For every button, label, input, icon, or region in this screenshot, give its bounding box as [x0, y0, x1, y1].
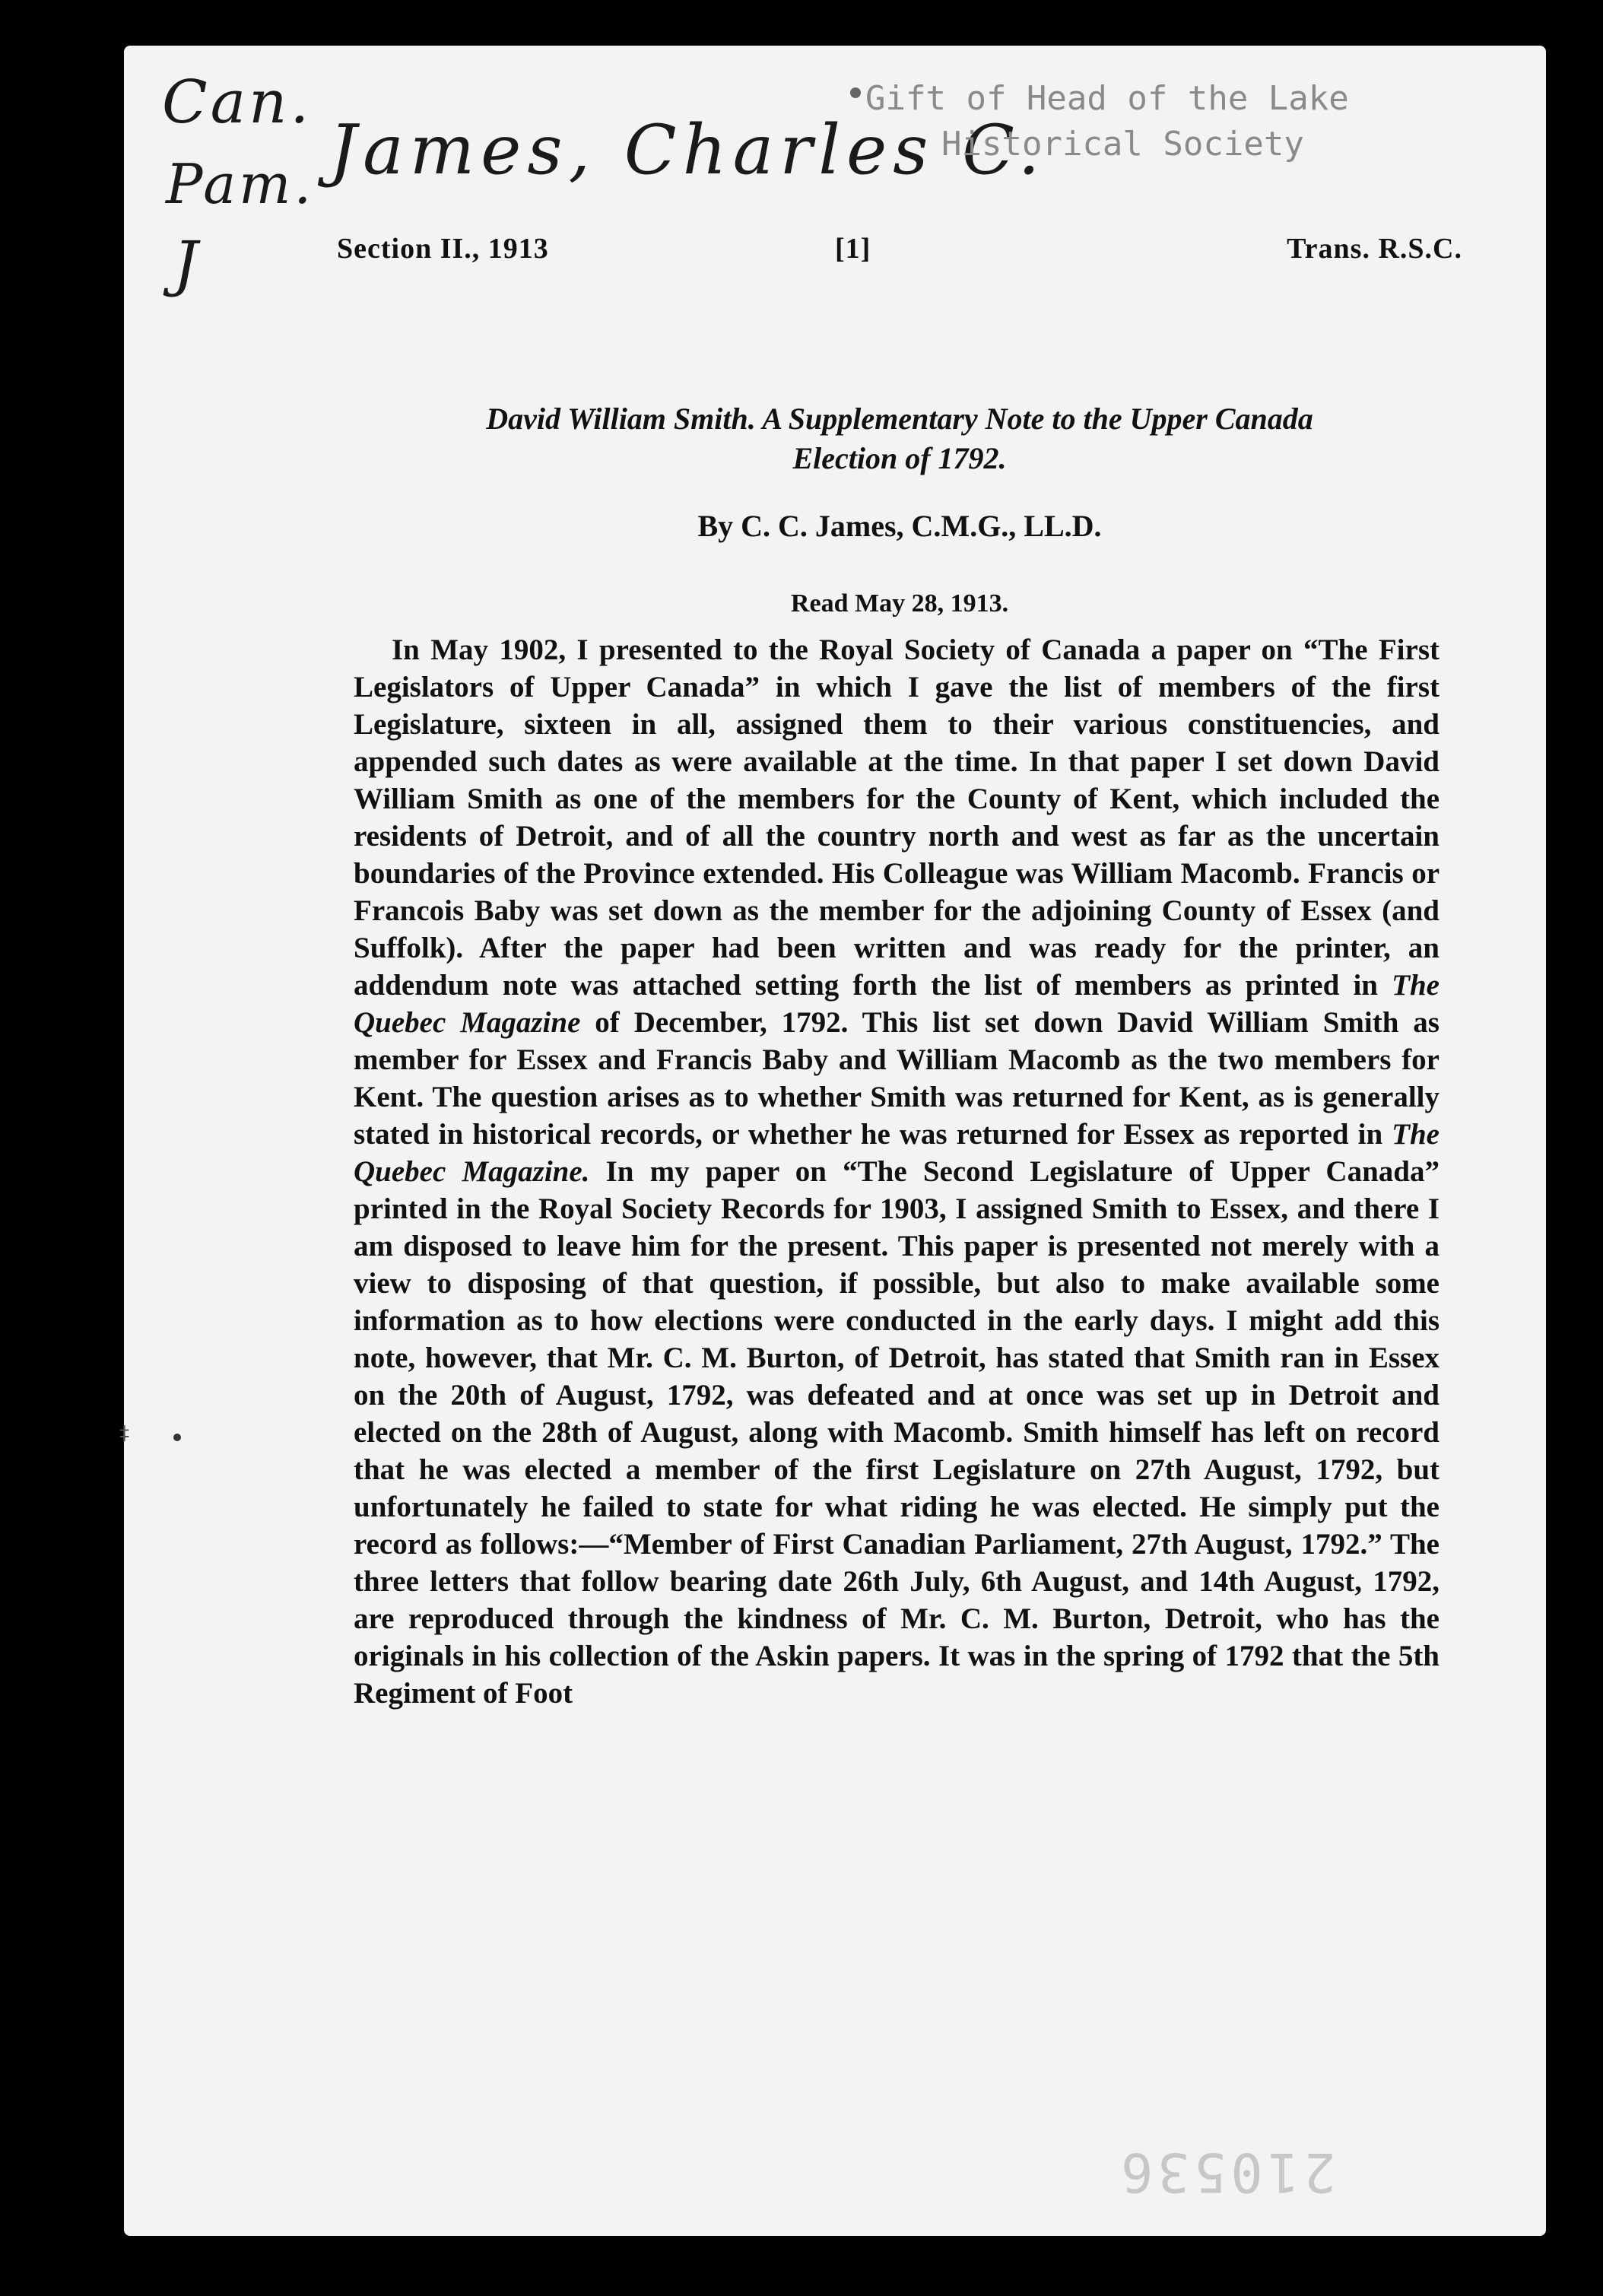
body-italic-title-1: The Quebec Magazine	[354, 969, 1440, 1039]
edge-mark: ‡	[119, 1422, 129, 1445]
handwritten-catalog-line-1: Can.	[162, 68, 313, 137]
page-number: [1]	[835, 233, 871, 265]
body-text-part-1: In May 1902, I presented to the Royal Society of Canada a paper on “The First Legislators of Upper Canada” in which I gave the list of members of the first Legislature, sixteen in all, assigned them to their various constituencies, and appended such dates as were available at the time. In that paper I set down David William Smith as one of the members for the County of Kent, which included the residents of Detroit, and of all the country north and west as far as the uncertain boundaries of the Province extended. His Colleague was William Macomb. Francis or Francois Baby was set down as the member for the adjoining County of Essex (and Suffolk). After the paper had been written and was ready for the printer, an addendum note was attached setting forth the list of members as printed in	[354, 634, 1440, 1002]
document-page	[119, 46, 1546, 2236]
body-text-part-2: of December, 1792. This list set down David William Smith as member for Essex and Francis Baby and William Macomb as the two members for Kent. The question arises as to whether Smith was returned for Kent, as is generally stated in historical records, or whether he was returned for Essex as reported in	[354, 1006, 1440, 1151]
bleed-through-catalog-number: 210536	[1116, 2141, 1336, 2203]
body-paragraph	[354, 631, 1440, 1712]
read-date: Read May 28, 1913.	[790, 589, 1009, 618]
paper-title	[337, 399, 1462, 478]
journal-header: Trans. R.S.C.	[1287, 233, 1462, 265]
handwritten-catalog-line-3: J	[173, 228, 202, 299]
section-header: Section II., 1913	[337, 233, 549, 265]
paper-title-line-1: David William Smith. A Supplementary Note to the Upper Canada	[486, 402, 1313, 436]
stamp-bullet	[850, 87, 861, 98]
handwritten-catalog-line-2: Pam.	[166, 152, 315, 216]
body-italic-title-2: The Quebec Magazine.	[354, 1118, 1440, 1188]
body-text-part-3: In my paper on “The Second Legislature of Upper Canada” printed in the Royal Society Records for 1903, I assigned Smith to Essex, and there I am disposed to leave him for the present. This paper is presented not merely with a view to disposing of that question, if possible, but also to make available some information as to how elections were conducted in the early days. I might add this note, however, that Mr. C. M. Burton, of Detroit, has stated that Smith ran in Essex on the 20th of August, 1792, was defeated and at once was set up in Detroit and elected on the 28th of August, along with Macomb. Smith himself has left on record that he was elected a member of the first Legislature on 27th August, 1792, but unfortunately he failed to state for what riding he was elected. He simply put the record as follows:—“Member of First Canadian Parliament, 27th August, 1792.” The three letters that follow bearing date 26th July, 6th August, and 14th August, 1792, are reproduced through the kindness of Mr. C. M. Burton, Detroit, who has the originals in his collection of the Askin papers. It was in the spring of 1792 that the 5th Regiment of Foot	[354, 1155, 1440, 1710]
handwritten-author-name: James, Charles C.	[329, 110, 1046, 190]
margin-dot	[173, 1434, 181, 1441]
gift-stamp-line-1: Gift of Head of the Lake	[865, 79, 1349, 118]
paper-title-line-2: Election of 1792.	[792, 441, 1007, 475]
author-byline: By C. C. James, C.M.G., LL.D.	[697, 509, 1102, 543]
gift-stamp-line-2: Historical Society	[941, 125, 1304, 164]
